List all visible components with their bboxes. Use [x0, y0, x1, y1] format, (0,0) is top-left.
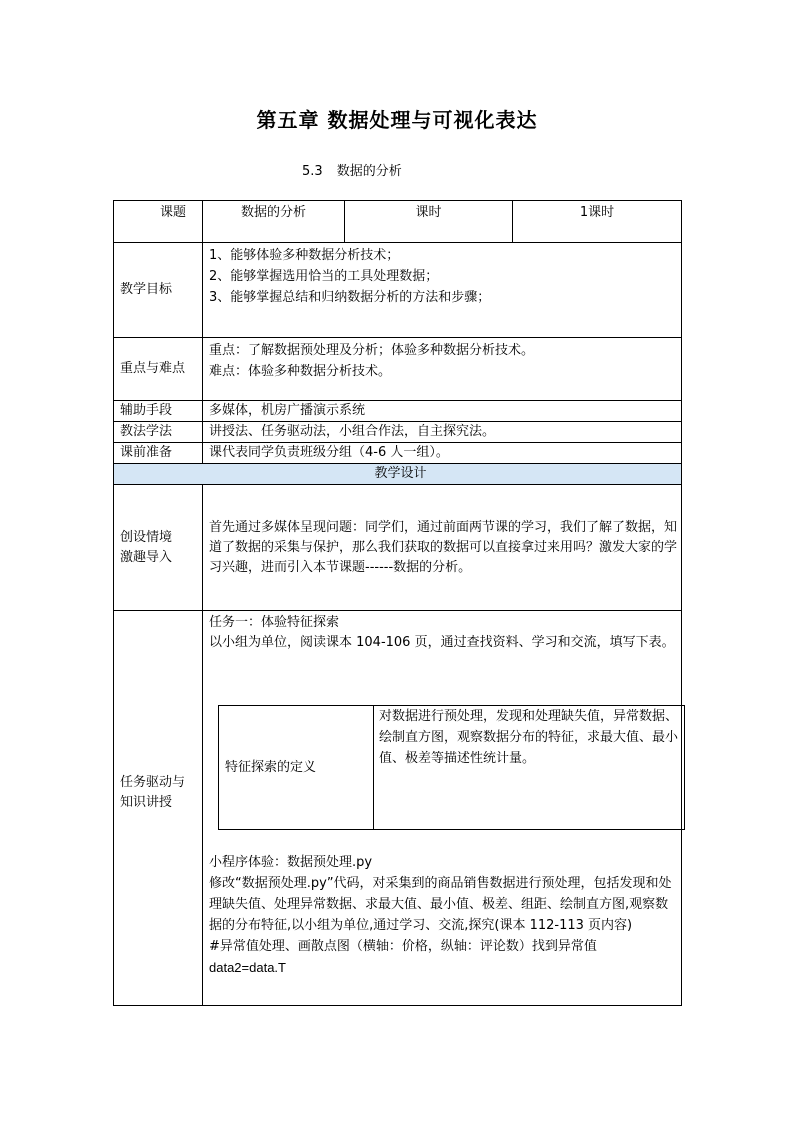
row-intro — [114, 485, 682, 611]
feature-definition-value: 对数据进行预处理，发现和处理缺失值，异常数据、绘制直方图，观察数据分布的特征，求最大值、最小值、极差等描述性统计量。 — [374, 706, 685, 830]
row-topic — [114, 201, 682, 243]
topic-label: 课题 — [114, 201, 203, 243]
objectives-label: 教学目标 — [114, 243, 203, 338]
key-points-content — [203, 338, 682, 401]
row-objectives — [114, 243, 682, 338]
methods-value: 讲授法、任务驱动法，小组合作法，自主探究法。 — [203, 422, 682, 443]
row-design-band — [114, 464, 682, 485]
aids-value: 多媒体，机房广播演示系统 — [203, 401, 682, 422]
period-value: 1课时 — [513, 201, 682, 243]
section-title: 数据的分析 — [336, 164, 402, 179]
feature-definition-row — [219, 706, 685, 830]
aids-label: 辅助手段 — [114, 401, 203, 422]
row-task — [114, 611, 682, 1006]
code-line: data2=data.T — [209, 960, 286, 975]
program-title: 小程序体验：数据预处理.py — [209, 855, 373, 870]
prep-value: 课代表同学负责班级分组（4-6 人一组）。 — [203, 443, 682, 464]
intro-label-line: 创设情境 — [120, 529, 173, 545]
key-point-item: 难点：体验多种数据分析技术。 — [209, 364, 392, 379]
period-label: 课时 — [345, 201, 513, 243]
program-description: 修改“数据预处理.py”代码，对采集到的商品销售数据进行预处理，包括发现和处理缺失值、处理异常数据、求最大值、最小值、极差、组距、绘制直方图,观察数据的分布特征,以小组为单位,通过学习、交流,探究(课本 112-113 页内容) — [209, 876, 672, 933]
code-comment: #异常值处理、画散点图（横轴：价格，纵轴：评论数）找到异常值 — [209, 939, 597, 954]
row-key-points — [114, 338, 682, 401]
objective-item: 3、能够掌握总结和归纳数据分析的方法和步骤； — [209, 290, 491, 305]
document-title: 第五章 数据处理与可视化表达 — [256, 108, 538, 132]
task-title: 任务一：体验特征探索 — [209, 615, 340, 630]
row-aids — [114, 401, 682, 422]
feature-definition-label: 特征探索的定义 — [219, 706, 374, 830]
feature-definition-table — [218, 705, 685, 830]
row-prep — [114, 443, 682, 464]
lesson-plan-table — [113, 200, 682, 1006]
task-content — [203, 611, 682, 1006]
key-points-label: 重点与难点 — [114, 338, 203, 401]
task-description: 以小组为单位，阅读课本 104-106 页，通过查找资料、学习和交流，填写下表。 — [209, 635, 675, 650]
intro-label-line: 激趣导入 — [120, 549, 173, 565]
design-band-label: 教学设计 — [114, 464, 682, 485]
objective-item: 1、能够体验多种数据分析技术； — [209, 248, 400, 263]
topic-value: 数据的分析 — [203, 201, 345, 243]
row-methods — [114, 422, 682, 443]
methods-label: 教法学法 — [114, 422, 203, 443]
task-label — [114, 611, 203, 1006]
key-point-item: 重点：了解数据预处理及分析；体验多种数据分析技术。 — [209, 343, 535, 358]
objectives-content — [203, 243, 682, 338]
prep-label: 课前准备 — [114, 443, 203, 464]
task-label-line: 知识讲授 — [120, 795, 173, 810]
intro-label — [114, 485, 203, 611]
task-label-line: 任务驱动与 — [120, 775, 186, 790]
objective-item: 2、能够掌握选用恰当的工具处理数据； — [209, 269, 439, 284]
section-heading — [302, 160, 402, 179]
intro-text: 首先通过多媒体呈现问题：同学们，通过前面两节课的学习，我们了解了数据，知道了数据的采集与保护，那么我们获取的数据可以直接拿过来用吗？激发大家的学习兴趣，进而引入本节课题------数据的分析。 — [203, 485, 682, 611]
section-number: 5.3 — [302, 164, 323, 179]
